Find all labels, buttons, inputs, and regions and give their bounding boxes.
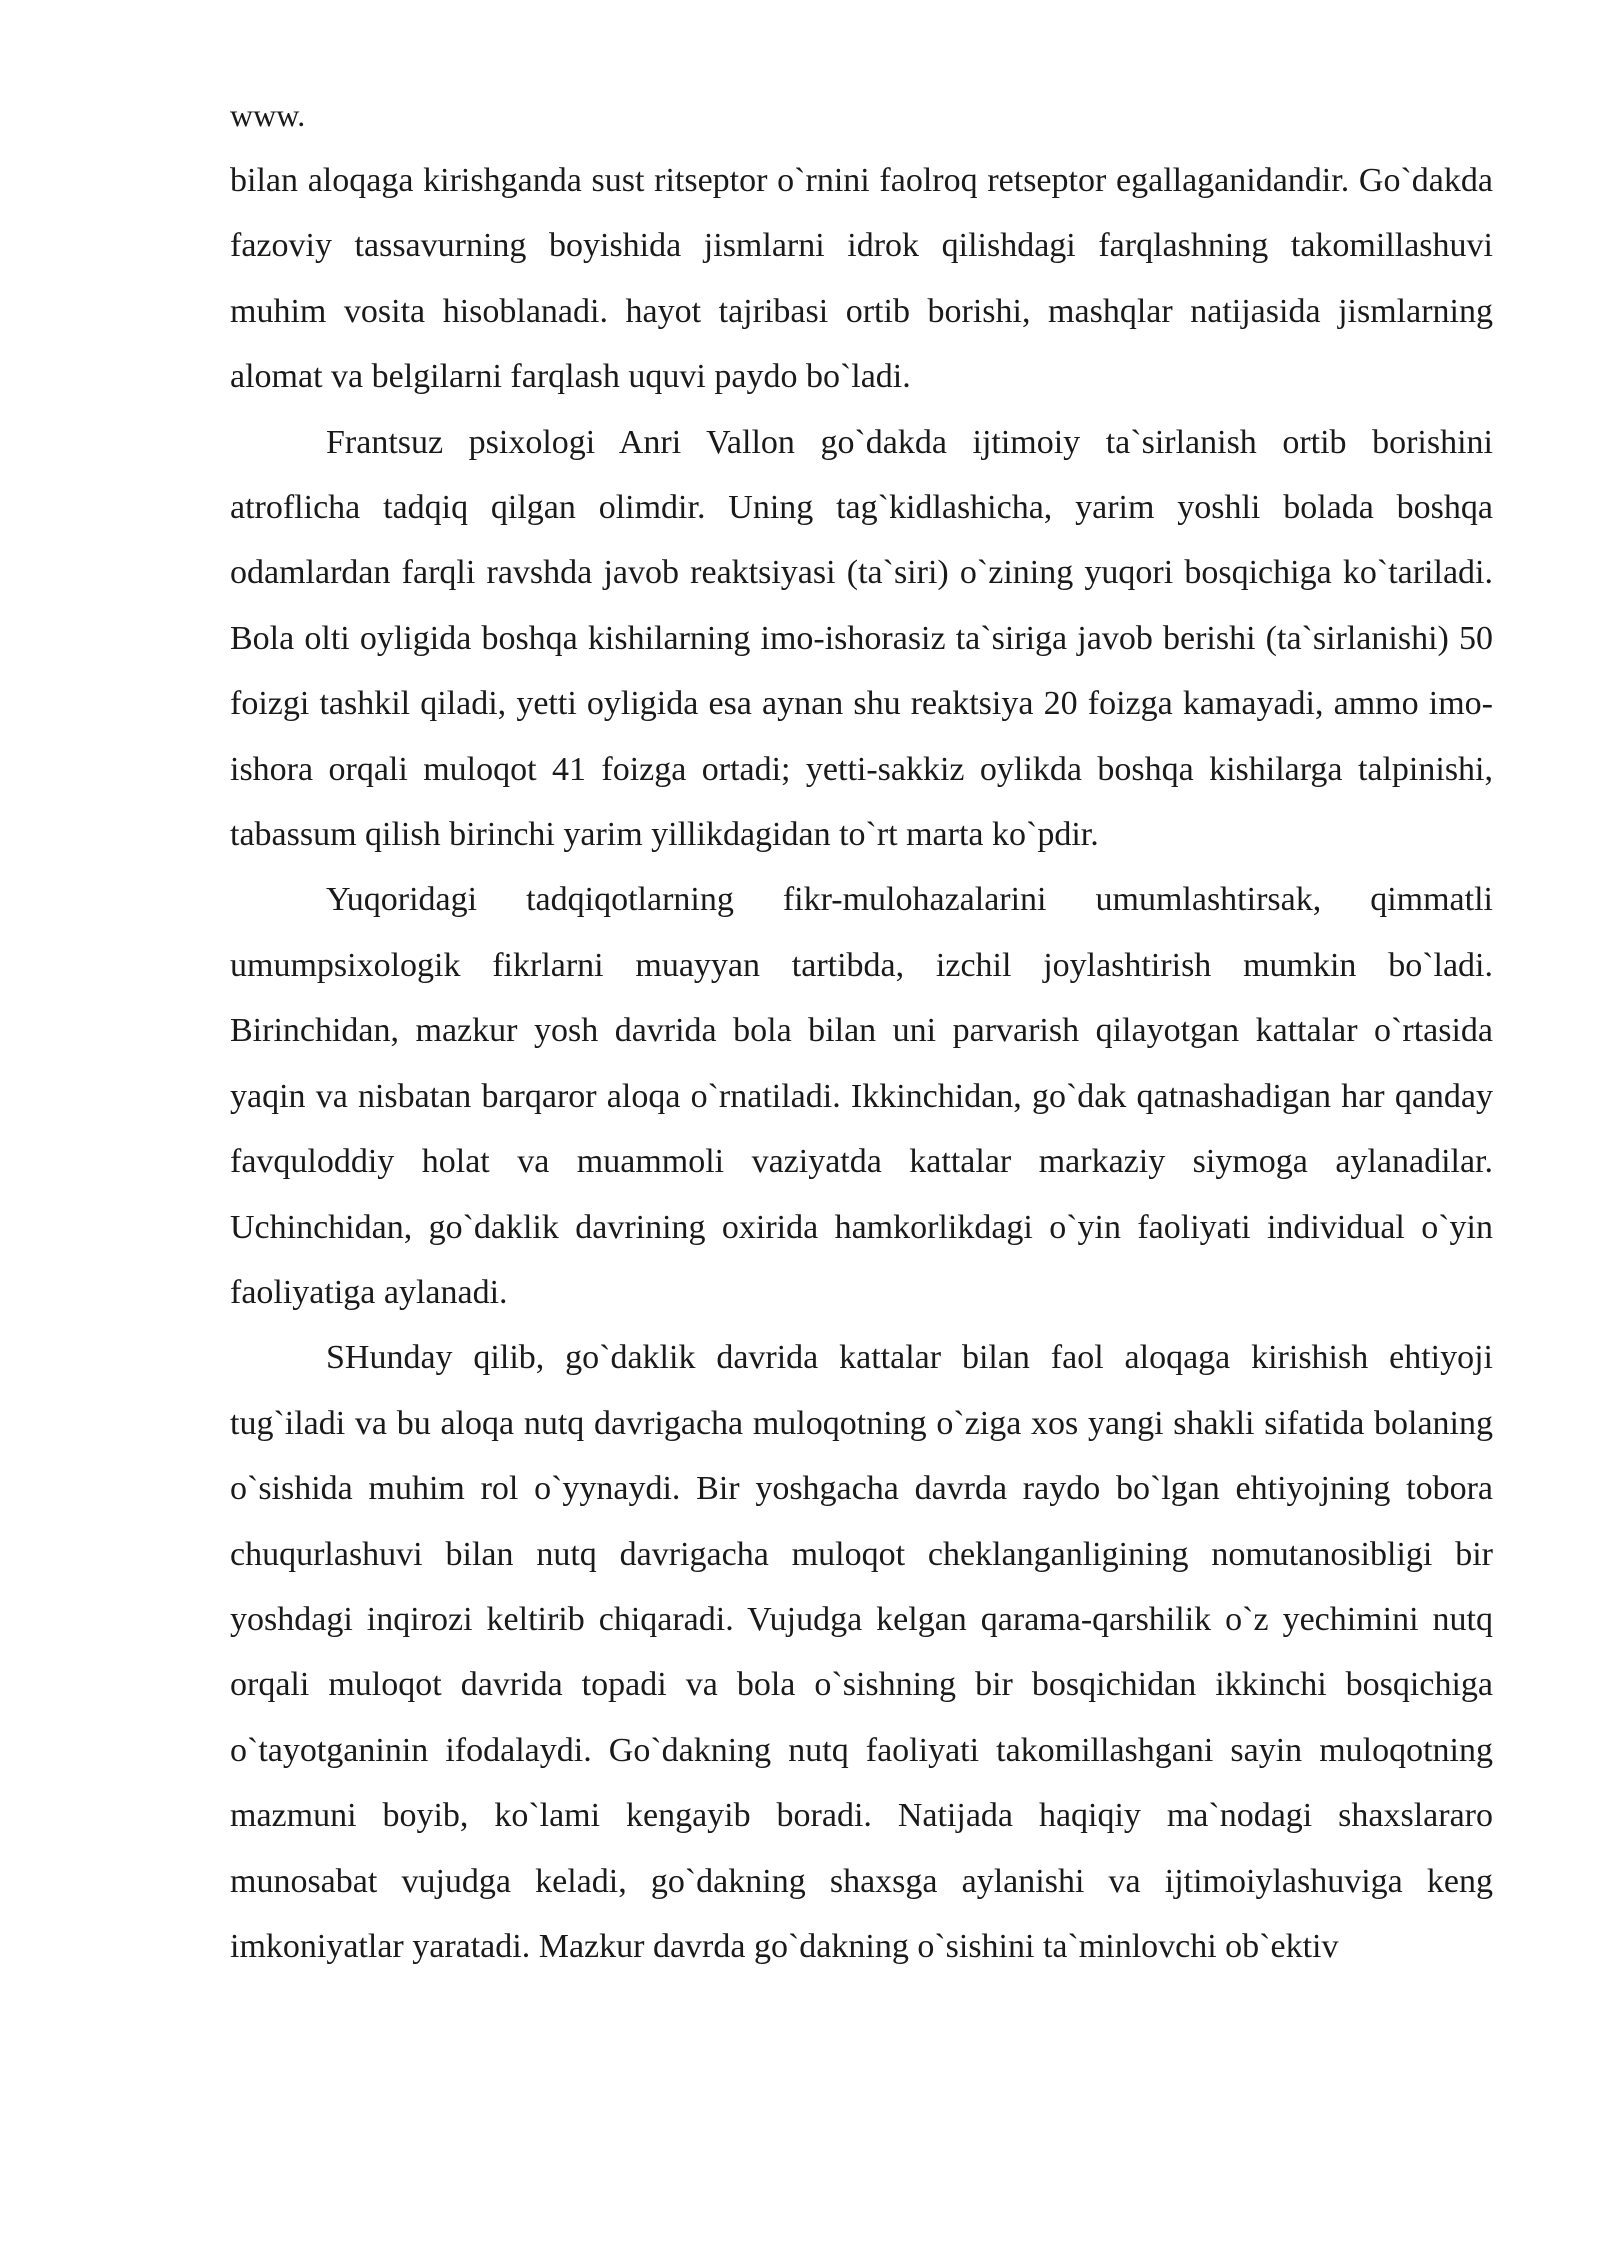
page-header-text: www. <box>230 97 306 133</box>
document-body <box>230 148 1493 1979</box>
paragraph-conclusion: SHunday qilib, go`daklik davrida kattalar bilan faol aloqaga kirishish ehtiyoji tug`iladi va bu aloqa nutq davrigacha muloqotning o`ziga xos yangi shakli sifatida bolaning o`sishida muhim rol o`yynaydi. Bir yoshgacha davrda raydo bo`lgan ehtiyojning tobora chuqurlashuvi bilan nutq davrigacha muloqot cheklanganligining nomutanosibligi bir yoshdagi inqirozi keltirib chiqaradi. Vujudga kelgan qarama-qarshilik o`z yechimini nutq orqali muloqot davrida topadi va bola o`sishning bir bosqichidan ikkinchi bosqichiga o`tayotganinin ifodalaydi. Go`dakning nutq faoliyati takomillashgani sayin muloqotning mazmuni boyib, ko`lami kengayib boradi. Natijada haqiqiy ma`nodagi shaxslararo munosabat vujudga keladi, go`dakning shaxsga aylanishi va ijtimoiylashuviga keng imkoniyatlar yaratadi. Mazkur davrda go`dakning o`sishini ta`minlovchi ob`ektiv <box>230 1339 1493 1965</box>
paragraph-vallon: Frantsuz psixologi Anri Vallon go`dakda ijtimoiy ta`sirlanish ortib borishini atroflicha tadqiq qilgan olimdir. Uning tag`kidlashicha, yarim yoshli bolada boshqa odamlardan farqli ravshda javob reaktsiyasi (ta`siri) o`zining yuqori bosqichiga ko`tariladi. Bola olti oyligida boshqa kishilarning imo-ishorasiz ta`siriga javob berishi (ta`sirlanishi) 50 foizgi tashkil qiladi, yetti oyligida esa aynan shu reaktsiya 20 foizga kamayadi, ammo imo-ishora orqali muloqot 41 foizga ortadi; yetti-sakkiz oylikda boshqa kishilarga talpinishi, tabassum qilish birinchi yarim yillikdagidan to`rt marta ko`pdir. <box>230 423 1493 854</box>
paragraph-continuation: bilan aloqaga kirishganda sust ritseptor o`rnini faolroq retseptor egallaganidandir. Go`dakda fazoviy tassavurning boyishida jismlarni idrok qilishdagi farqlashning takomillashuvi muhim vosita hisoblanadi. hayot tajribasi ortib borishi, mashqlar natijasida jismlarning alomat va belgilarni farqlash uquvi paydo bo`ladi. <box>230 162 1493 396</box>
paragraph-summary: Yuqoridagi tadqiqotlarning fikr-mulohazalarini umumlashtirsak, qimmatli umumpsixologik fikrlarni muayyan tartibda, izchil joylashtirish mumkin bo`ladi. Birinchidan, mazkur yosh davrida bola bilan uni parvarish qilayotgan kattalar o`rtasida yaqin va nisbatan barqaror aloqa o`rnatiladi. Ikkinchidan, go`dak qatnashadigan har qanday favquloddiy holat va muammoli vaziyatda kattalar markaziy siymoga aylanadilar. Uchinchidan, go`daklik davrining oxirida hamkorlikdagi o`yin faoliyati individual o`yin faoliyatiga aylanadi. <box>230 881 1493 1311</box>
